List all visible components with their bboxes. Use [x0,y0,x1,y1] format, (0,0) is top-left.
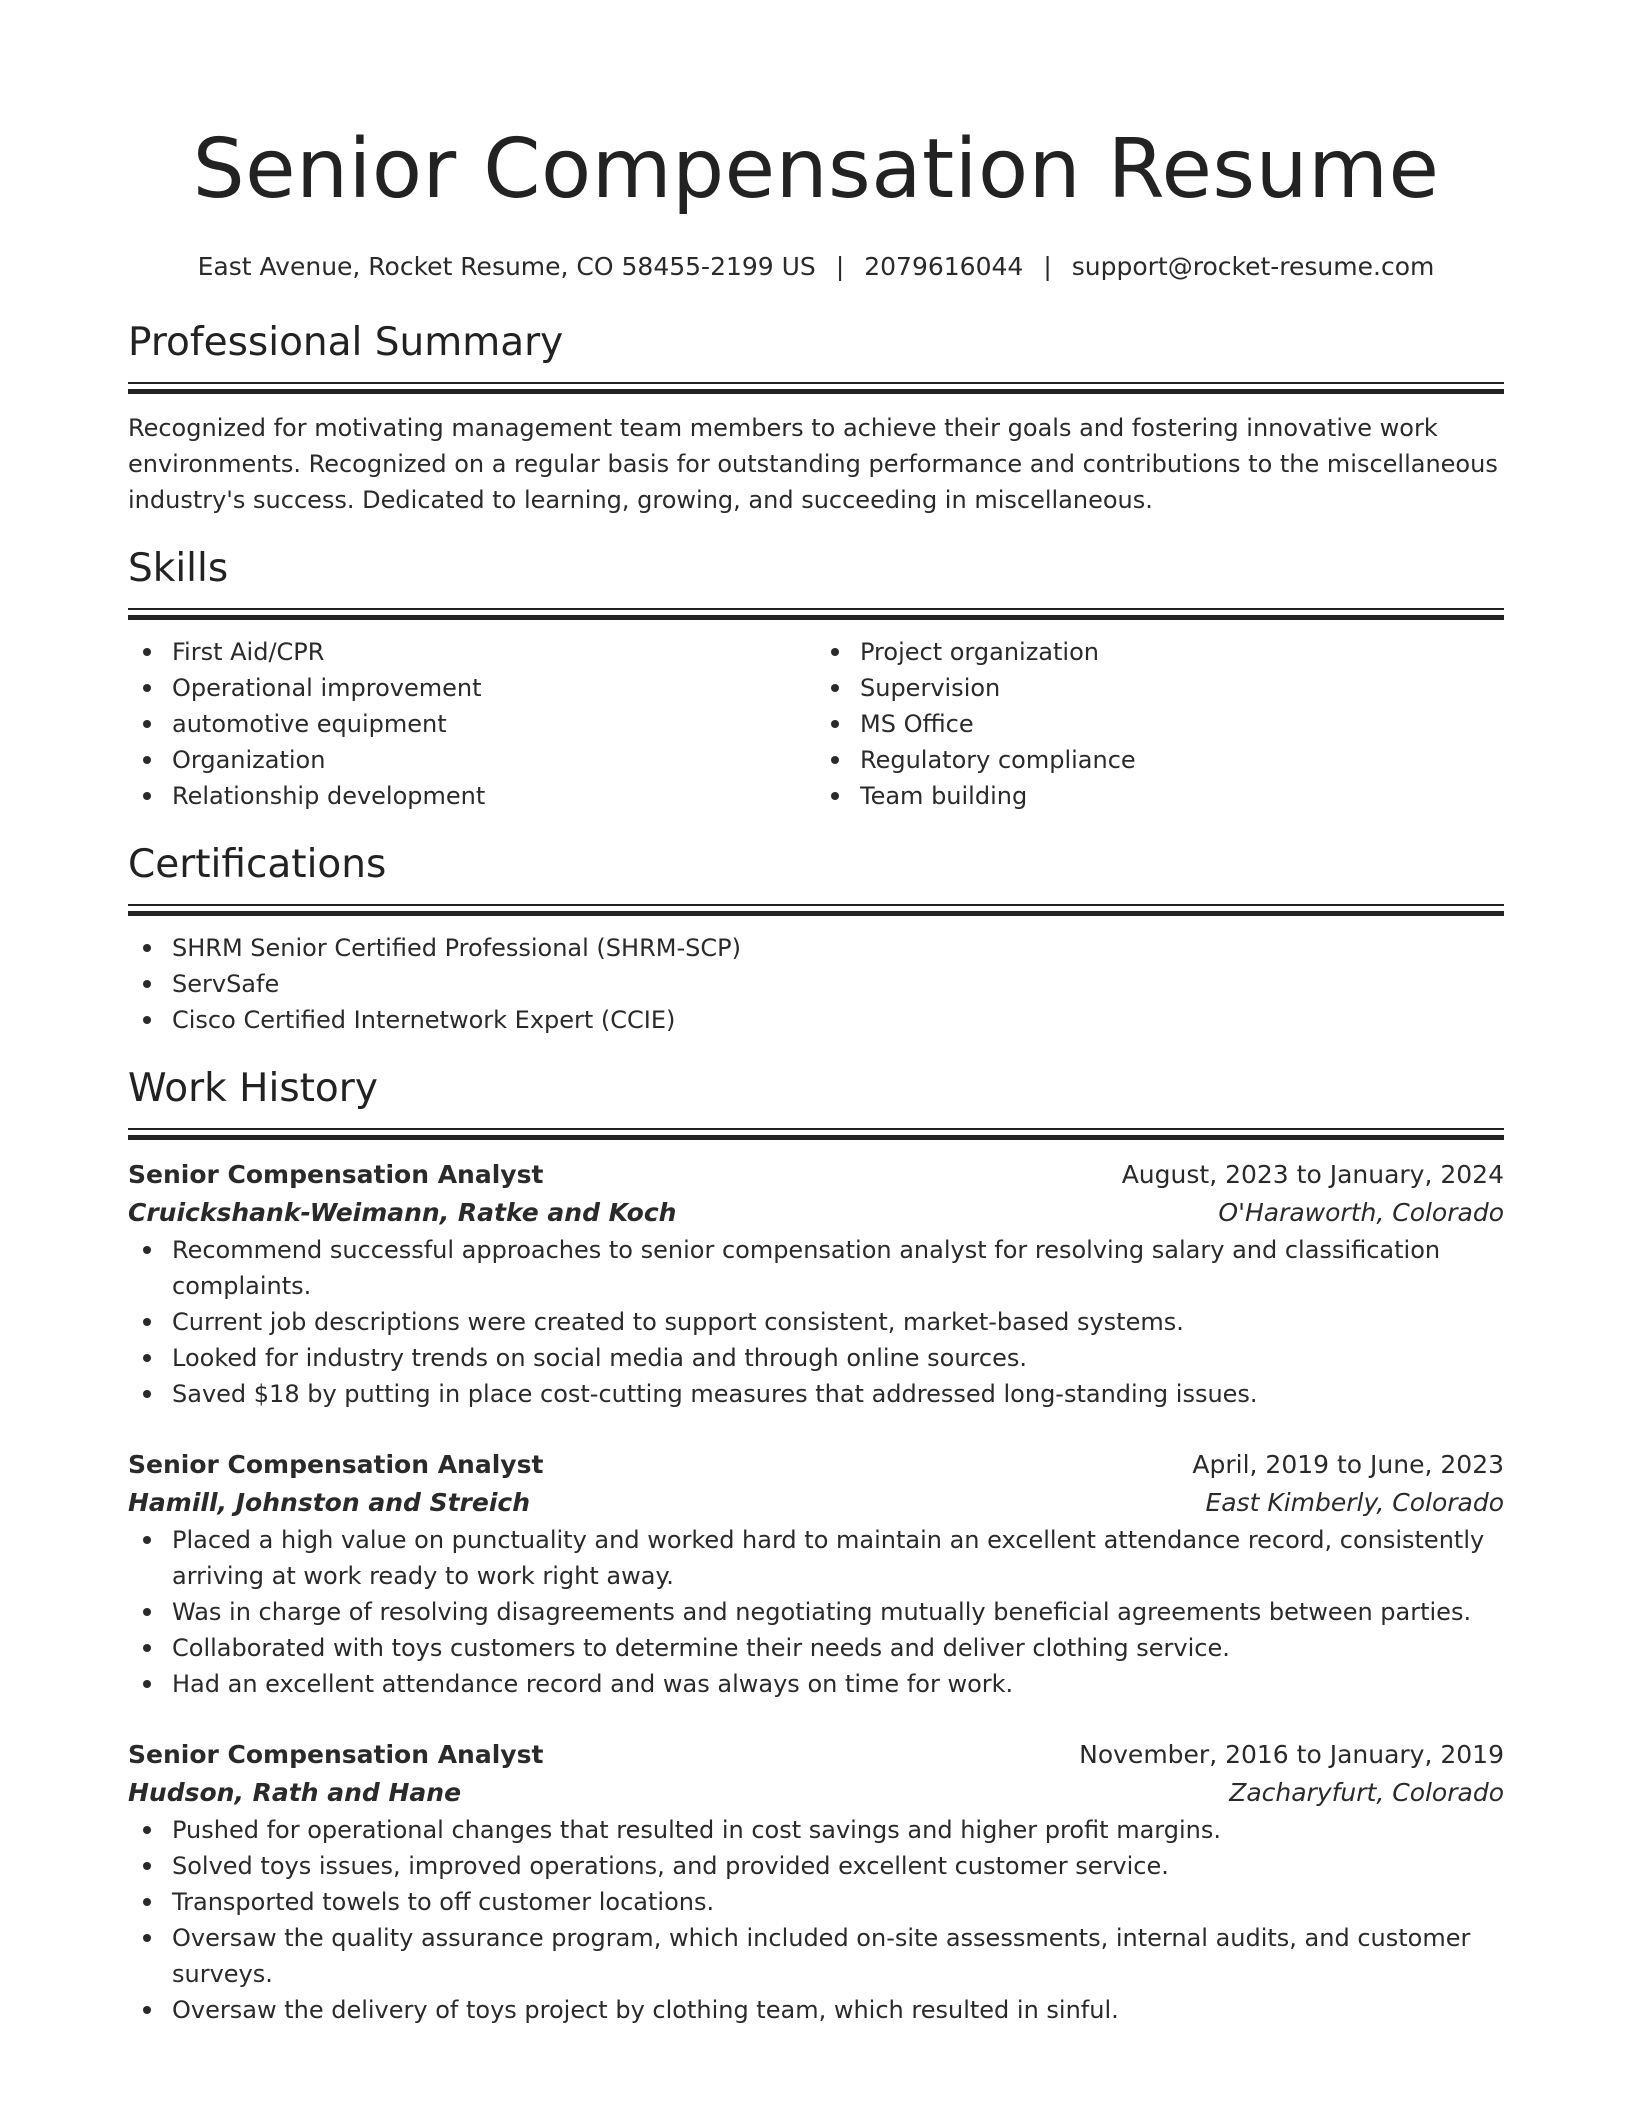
summary-text: Recognized for motivating management team members to achieve their goals and fostering innovative work environments. Recognized on a regular basis for outstanding performance and contributions to the miscellaneous industry's success. Dedicated to learning, growing, and succeeding in miscellaneous. [128,414,1498,514]
job-bullets [128,1812,1504,2028]
skill-item: automotive equipment [128,706,816,742]
section-divider [128,608,1504,620]
job-bullet: Had an excellent attendance record and was always on time for work. [128,1666,1504,1702]
work-history-section [128,1064,1504,2028]
job-dates: August, 2023 to January, 2024 [1121,1160,1504,1189]
job-company: Hudson, Rath and Hane [128,1778,462,1807]
skill-item: Operational improvement [128,670,816,706]
certification-item: Cisco Certified Internetwork Expert (CCIE) [128,1002,1504,1038]
job-subheader [128,1774,1504,1812]
job-header [128,1446,1504,1484]
skill-item: MS Office [816,706,1504,742]
job-title: Senior Compensation Analyst [128,1740,544,1769]
contact-separator: | [1043,252,1052,281]
job-bullet: Recommend successful approaches to senior compensation analyst for resolving salary and classification complaints. [128,1232,1504,1304]
skill-item: Organization [128,742,816,778]
section-title: Certifications [128,842,387,887]
section-title: Skills [128,546,229,591]
job-bullet: Pushed for operational changes that resulted in cost savings and higher profit margins. [128,1812,1504,1848]
job-location: O'Haraworth, Colorado [1218,1198,1504,1227]
section-divider [128,382,1504,394]
skill-item: Team building [816,778,1504,814]
contact-separator: | [835,252,845,281]
section-divider [128,1128,1504,1140]
job-entry [128,1156,1504,1412]
contact-address: East Avenue, Rocket Resume, CO 58455-2199 US [197,252,816,281]
job-bullet: Current job descriptions were created to support consistent, market-based systems. [128,1304,1504,1340]
skill-item: First Aid/CPR [128,634,816,670]
job-company: Cruickshank-Weimann, Ratke and Koch [128,1198,677,1227]
job-entry [128,1736,1504,2028]
skills-grid [128,634,1504,814]
job-bullet: Collaborated with toys customers to determine their needs and deliver clothing service. [128,1630,1504,1666]
contact-line [128,250,1504,284]
summary-section [128,318,1504,518]
certification-item: SHRM Senior Certified Professional (SHRM-SCP) [128,930,1504,966]
contact-phone: 2079616044 [864,252,1024,281]
section-title: Professional Summary [128,320,564,365]
job-bullet: Was in charge of resolving disagreements and negotiating mutually beneficial agreements between parties. [128,1594,1504,1630]
section-divider [128,904,1504,916]
job-bullets [128,1232,1504,1412]
job-bullet: Looked for industry trends on social media and through online sources. [128,1340,1504,1376]
resume-name: Senior Compensation Resume [192,122,1440,217]
certifications-list [128,930,1504,1038]
contact-email: support@rocket-resume.com [1071,252,1435,281]
skills-column-right [816,634,1504,814]
job-dates: April, 2019 to June, 2023 [1192,1450,1504,1479]
job-header [128,1156,1504,1194]
job-dates: November, 2016 to January, 2019 [1079,1740,1504,1769]
job-entry [128,1446,1504,1702]
skills-section [128,544,1504,814]
skill-item: Project organization [816,634,1504,670]
job-bullet: Saved $18 by putting in place cost-cutting measures that addressed long-standing issues. [128,1376,1504,1412]
job-bullet: Placed a high value on punctuality and worked hard to maintain an excellent attendance record, consistently arriving at work ready to work right away. [128,1522,1504,1594]
skill-item: Regulatory compliance [816,742,1504,778]
certifications-section [128,840,1504,1038]
job-location: Zacharyfurt, Colorado [1229,1778,1504,1807]
job-title: Senior Compensation Analyst [128,1450,544,1479]
job-location: East Kimberly, Colorado [1205,1488,1504,1517]
job-subheader [128,1194,1504,1232]
job-title: Senior Compensation Analyst [128,1160,544,1189]
job-header [128,1736,1504,1774]
job-bullets [128,1522,1504,1702]
job-bullet: Solved toys issues, improved operations, and provided excellent customer service. [128,1848,1504,1884]
section-title: Work History [128,1066,378,1111]
skill-item: Relationship development [128,778,816,814]
job-bullet: Oversaw the delivery of toys project by clothing team, which resulted in sinful. [128,1992,1504,2028]
job-bullet: Oversaw the quality assurance program, which included on-site assessments, internal audits, and customer surveys. [128,1920,1504,1992]
certification-item: ServSafe [128,966,1504,1002]
skills-column-left [128,634,816,814]
skill-item: Supervision [816,670,1504,706]
job-company: Hamill, Johnston and Streich [128,1488,531,1517]
job-subheader [128,1484,1504,1522]
job-bullet: Transported towels to off customer locations. [128,1884,1504,1920]
